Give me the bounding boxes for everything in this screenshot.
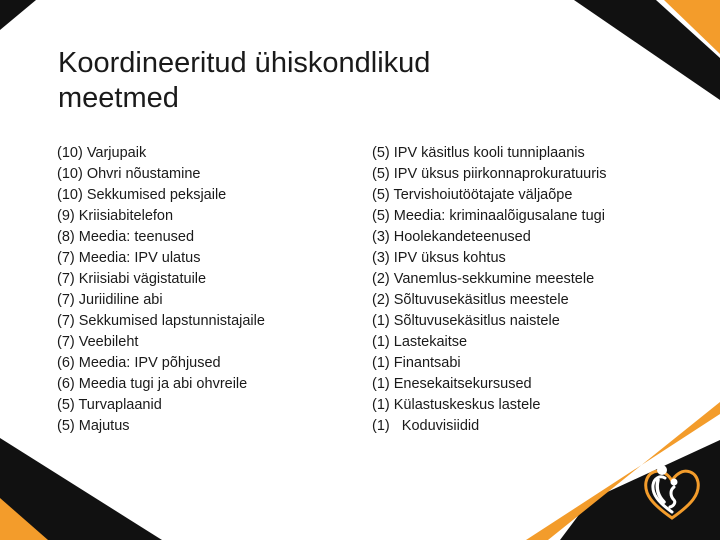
slide-title: Koordineeritud ühiskondlikud meetmed (58, 47, 431, 114)
list-item: (1) Koduvisiidid (372, 418, 480, 434)
list-item: (1) Lastekaitse (372, 334, 468, 350)
top-left-black-stripe (0, 0, 36, 30)
list-item: (2) Vanemlus-sekkumine meestele (372, 271, 595, 287)
list-item: (3) Hoolekandeteenused (372, 229, 531, 245)
measures-list-right (372, 143, 672, 437)
list-item: (5) IPV käsitlus kooli tunniplaanis (372, 145, 585, 161)
list-item: (10) Sekkumised peksjaile (57, 187, 227, 203)
measures-list-left (57, 143, 357, 437)
list-item: (10) Ohvri nõustamine (57, 166, 201, 182)
list-item: (5) Majutus (57, 418, 130, 434)
family-heart-logo-icon (640, 460, 704, 524)
list-item: (1) Sõltuvusekäsitlus naistele (372, 313, 560, 329)
list-item: (10) Varjupaik (57, 145, 147, 161)
list-item: (6) Meedia tugi ja abi ohvreile (57, 376, 248, 392)
list-item: (5) Turvaplaanid (57, 397, 162, 413)
list-item: (6) Meedia: IPV põhjused (57, 355, 221, 371)
list-item: (9) Kriisiabitelefon (57, 208, 174, 224)
list-item: (7) Meedia: IPV ulatus (57, 250, 201, 266)
list-item: (1) Enesekaitsekursused (372, 376, 532, 392)
list-item: (1) Finantsabi (372, 355, 461, 371)
list-item: (3) IPV üksus kohtus (372, 250, 506, 266)
list-item: (1) Külastuskeskus lastele (372, 397, 541, 413)
list-item: (5) Meedia: kriminaalõigusalane tugi (372, 208, 605, 224)
list-item: (8) Meedia: teenused (57, 229, 195, 245)
list-item: (5) IPV üksus piirkonnaprokuratuuris (372, 166, 607, 182)
list-item: (5) Tervishoiutöötajate väljaõpe (372, 187, 573, 203)
list-item: (7) Sekkumised lapstunnistajaile (57, 313, 265, 329)
list-item: (7) Kriisiabi vägistatuile (57, 271, 207, 287)
list-item: (7) Juriidiline abi (57, 292, 163, 308)
list-item: (7) Veebileht (57, 334, 139, 350)
list-item: (2) Sõltuvusekäsitlus meestele (372, 292, 569, 308)
